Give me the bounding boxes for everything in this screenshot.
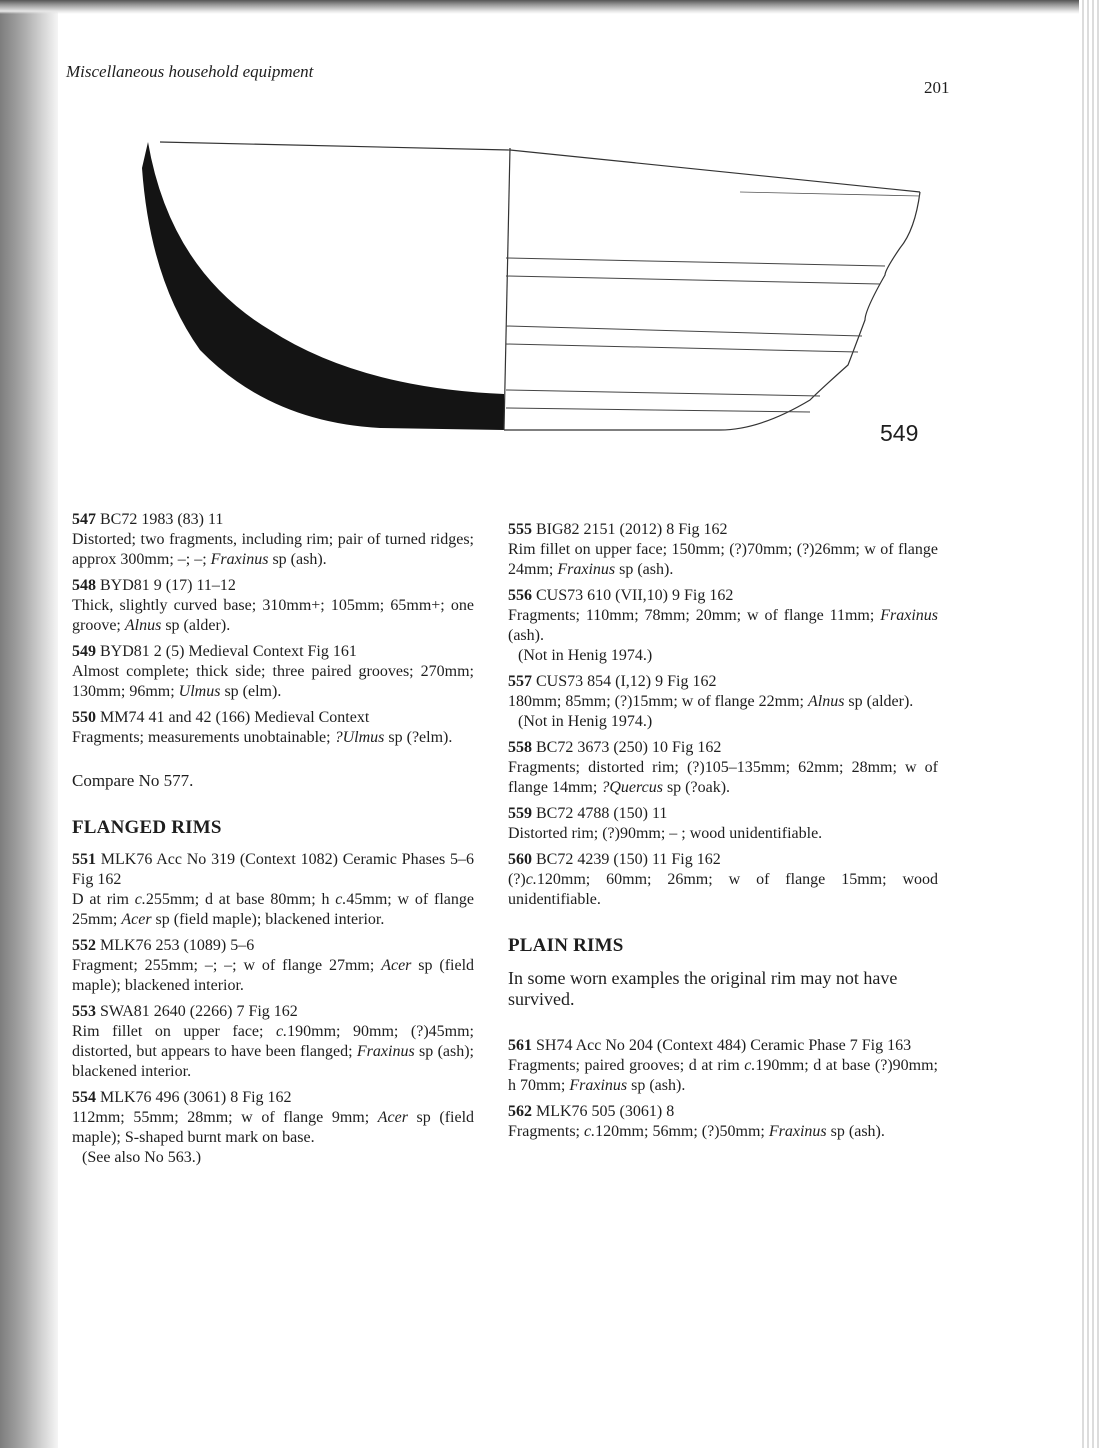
groove-line	[506, 344, 858, 352]
entry-text: sp (?oak).	[662, 779, 731, 796]
entry-note: (Not in Henig 1974.)	[518, 647, 653, 664]
catalogue-entry	[508, 1102, 938, 1142]
rim-line-right	[510, 150, 920, 192]
entry-heading	[72, 576, 474, 596]
catalogue-entry	[72, 936, 474, 996]
entry-heading	[72, 850, 474, 890]
entry-reference: MLK76 Acc No 319 (Context 1082) Ceramic Phases 5–6 Fig 162	[72, 851, 475, 888]
species-name: Fraxinus	[557, 561, 616, 578]
entry-heading	[72, 510, 474, 530]
entry-heading	[72, 708, 474, 728]
entry-text: sp (field maple); S-shaped burnt mark on base.	[72, 1109, 475, 1146]
entry-reference: BIG82 2151 (2012) 8 Fig 162	[536, 521, 728, 538]
entry-heading	[72, 1088, 474, 1108]
catalogue-entry	[72, 1002, 474, 1082]
groove-line	[506, 390, 820, 396]
entry-text: (ash).	[508, 627, 544, 644]
entry-description	[508, 870, 938, 910]
entry-heading	[72, 936, 474, 956]
catalogue-entry	[508, 738, 938, 798]
entry-heading	[508, 1036, 938, 1056]
bowl-section-profile	[142, 142, 504, 430]
entry-text: 180mm; 85mm; (?)15mm; w of flange 22mm;	[508, 693, 808, 710]
entry-number: 549	[72, 643, 96, 660]
circa-abbrev: c.	[584, 1123, 596, 1140]
entry-text: sp (alder).	[844, 693, 914, 710]
entry-text: sp (ash); blackened interior.	[72, 1043, 475, 1080]
species-name: Fraxinus	[768, 1123, 827, 1140]
entry-description	[72, 890, 474, 930]
species-name: ?Ulmus	[334, 729, 385, 746]
entry-note: (See also No 563.)	[82, 1149, 202, 1166]
species-name: Acer	[121, 911, 152, 928]
entry-text: sp (ash).	[627, 1077, 686, 1094]
entry-reference: BC72 1983 (83) 11	[100, 511, 224, 528]
entry-number: 555	[508, 521, 532, 538]
entry-description	[72, 956, 474, 996]
entry-number: 560	[508, 851, 532, 868]
entry-text: Thick, slightly curved base; 310mm+; 105mm; 65mm+; one groove;	[72, 597, 474, 634]
entry-heading	[72, 1002, 474, 1022]
species-name: Acer	[377, 1109, 408, 1126]
species-name: Fraxinus	[356, 1043, 415, 1060]
entry-text: Distorted; two fragments, including rim; pair of turned ridges; approx 300mm; –; –;	[72, 531, 474, 568]
species-name: Ulmus	[178, 683, 221, 700]
catalogue-entry	[72, 1088, 474, 1168]
entry-text: sp (?elm).	[384, 729, 453, 746]
figure-label: 549	[880, 420, 919, 446]
rim-groove-line	[740, 192, 920, 196]
entry-number: 547	[72, 511, 96, 528]
entry-description	[72, 728, 474, 748]
entry-number: 548	[72, 577, 96, 594]
entry-heading	[508, 850, 938, 870]
entry-reference: CUS73 854 (I,12) 9 Fig 162	[536, 673, 717, 690]
entry-description	[72, 662, 474, 702]
species-name: Fraxinus	[569, 1077, 628, 1094]
entry-description	[72, 1022, 474, 1082]
entry-reference: BC72 4239 (150) 11 Fig 162	[536, 851, 721, 868]
entry-description	[508, 540, 938, 580]
catalogue-entry	[72, 708, 474, 748]
entry-text: sp (ash).	[268, 551, 327, 568]
species-name: Alnus	[807, 693, 845, 710]
species-name: ?Quercus	[601, 779, 663, 796]
bowl-drawing-svg	[120, 130, 940, 440]
entry-text: Fragments; distorted rim; (?)105–135mm; 62mm; 28mm; w of flange 14mm;	[508, 759, 938, 796]
entry-heading	[508, 586, 938, 606]
entry-number: 556	[508, 587, 532, 604]
entry-text: sp (alder).	[161, 617, 231, 634]
entry-text: Fragment; 255mm; –; –; w of flange 27mm;	[72, 957, 382, 974]
entry-text: 190mm; 90mm; (?)45mm; distorted, but appears to have been flanged;	[72, 1023, 475, 1060]
entry-reference: BC72 3673 (250) 10 Fig 162	[536, 739, 722, 756]
catalogue-entry	[508, 1036, 938, 1096]
entry-text: Almost complete; thick side; three paired grooves; 270mm; 130mm; 96mm;	[72, 663, 474, 700]
entry-number: 554	[72, 1089, 96, 1106]
catalogue-entry	[508, 804, 938, 844]
catalogue-entry	[508, 520, 938, 580]
catalogue-entry	[72, 850, 474, 930]
entry-heading	[508, 520, 938, 540]
page-binding-shadow	[0, 0, 58, 1448]
entry-reference: BYD81 2 (5) Medieval Context Fig 161	[100, 643, 357, 660]
running-head: Miscellaneous household equipment	[66, 62, 314, 81]
catalogue-entry	[72, 510, 474, 570]
entry-description	[508, 692, 938, 712]
centre-axis-line	[504, 148, 510, 430]
species-name: Fraxinus	[880, 607, 938, 624]
entry-reference: MLK76 496 (3061) 8 Fig 162	[100, 1089, 292, 1106]
catalogue-entry	[508, 672, 938, 732]
entry-number: 553	[72, 1003, 96, 1020]
catalogue-entry	[508, 850, 938, 910]
entry-description	[508, 1122, 938, 1142]
entry-text: 190mm; d at base (?)90mm; h 70mm;	[508, 1057, 939, 1094]
bowl-section-drawing	[120, 130, 940, 440]
left-column	[72, 510, 474, 1174]
entry-text: 45mm; w of flange 25mm;	[72, 891, 474, 928]
entry-text: sp (field maple); blackened interior.	[151, 911, 385, 928]
circa-abbrev: c.	[525, 871, 537, 888]
entry-text: Fragments;	[508, 1123, 584, 1140]
entry-text: sp (ash).	[615, 561, 674, 578]
entry-number: 551	[72, 851, 96, 868]
entry-number: 557	[508, 673, 532, 690]
entry-text: sp (field maple); blackened interior.	[72, 957, 475, 994]
circa-abbrev: c.	[276, 1023, 288, 1040]
entry-description	[72, 530, 474, 570]
entry-text: sp (elm).	[220, 683, 282, 700]
entry-reference: MLK76 253 (1089) 5–6	[100, 937, 255, 954]
species-name: Fraxinus	[210, 551, 269, 568]
entry-text: Fragments; measurements unobtainable;	[72, 729, 335, 746]
entry-description: Distorted rim; (?)90mm; – ; wood unidentifiable.	[508, 825, 823, 842]
rim-line-left	[160, 142, 510, 150]
entry-number: 550	[72, 709, 96, 726]
groove-line	[506, 258, 885, 266]
entry-text: 120mm; 56mm; (?)50mm;	[595, 1123, 769, 1140]
entry-text: Fragments; 110mm; 78mm; 20mm; w of flange 11mm;	[508, 607, 881, 624]
entry-text: 120mm; 60mm; 26mm; w of flange 15mm; wood unidentifiable.	[508, 871, 938, 908]
entry-description	[72, 1108, 474, 1148]
entry-text: 255mm; d at base 80mm; h	[145, 891, 336, 908]
entry-description	[508, 758, 938, 798]
circa-abbrev: c.	[134, 891, 146, 908]
groove-line	[506, 326, 862, 336]
compare-note: Compare No 577.	[72, 771, 194, 790]
entry-number: 558	[508, 739, 532, 756]
entry-reference: SH74 Acc No 204 (Context 484) Ceramic Phase 7 Fig 163	[536, 1037, 912, 1054]
entry-description	[508, 1056, 938, 1096]
circa-abbrev: c.	[335, 891, 347, 908]
entry-heading	[508, 672, 938, 692]
catalogue-entry	[72, 576, 474, 636]
entry-note: (Not in Henig 1974.)	[518, 713, 653, 730]
entry-text: 112mm; 55mm; 28mm; w of flange 9mm;	[72, 1109, 378, 1126]
top-edge-shadow	[0, 0, 1101, 14]
page-edge-stack	[1079, 0, 1101, 1448]
entry-heading	[508, 1102, 938, 1122]
catalogue-entry	[72, 642, 474, 702]
entry-reference: MM74 41 and 42 (166) Medieval Context	[100, 709, 370, 726]
species-name: Acer	[381, 957, 412, 974]
circa-abbrev: c.	[744, 1057, 756, 1074]
section-heading-plain-rims: PLAIN RIMS	[508, 935, 624, 956]
entry-text: Fragments; paired grooves; d at rim	[508, 1057, 745, 1074]
entry-text: Rim fillet on upper face;	[72, 1023, 277, 1040]
section-intro: In some worn examples the original rim may not have survived.	[508, 968, 898, 1009]
entry-text: sp (ash).	[826, 1123, 885, 1140]
section-heading-flanged-rims: FLANGED RIMS	[72, 817, 222, 838]
entry-number: 552	[72, 937, 96, 954]
groove-line	[506, 276, 880, 284]
entry-description	[72, 596, 474, 636]
entry-description	[508, 606, 938, 646]
page-number: 201	[924, 78, 950, 97]
entry-number: 561	[508, 1037, 532, 1054]
entry-text: Rim fillet on upper face; 150mm; (?)70mm; (?)26mm; w of flange 24mm;	[508, 541, 938, 578]
catalogue-entry	[508, 586, 938, 666]
entry-text: (?)	[508, 871, 526, 888]
entry-reference: SWA81 2640 (2266) 7 Fig 162	[100, 1003, 298, 1020]
entry-number: 559	[508, 805, 532, 822]
groove-line	[506, 408, 810, 412]
entry-reference: BYD81 9 (17) 11–12	[100, 577, 236, 594]
entry-text: D at rim	[72, 891, 135, 908]
entry-reference: MLK76 505 (3061) 8	[536, 1103, 675, 1120]
entry-reference: BC72 4788 (150) 11	[536, 805, 668, 822]
species-name: Alnus	[124, 617, 162, 634]
entry-number: 562	[508, 1103, 532, 1120]
entry-reference: CUS73 610 (VII,10) 9 Fig 162	[536, 587, 734, 604]
entry-heading	[508, 738, 938, 758]
right-column	[508, 520, 938, 1148]
entry-heading	[72, 642, 474, 662]
entry-heading	[508, 804, 938, 824]
